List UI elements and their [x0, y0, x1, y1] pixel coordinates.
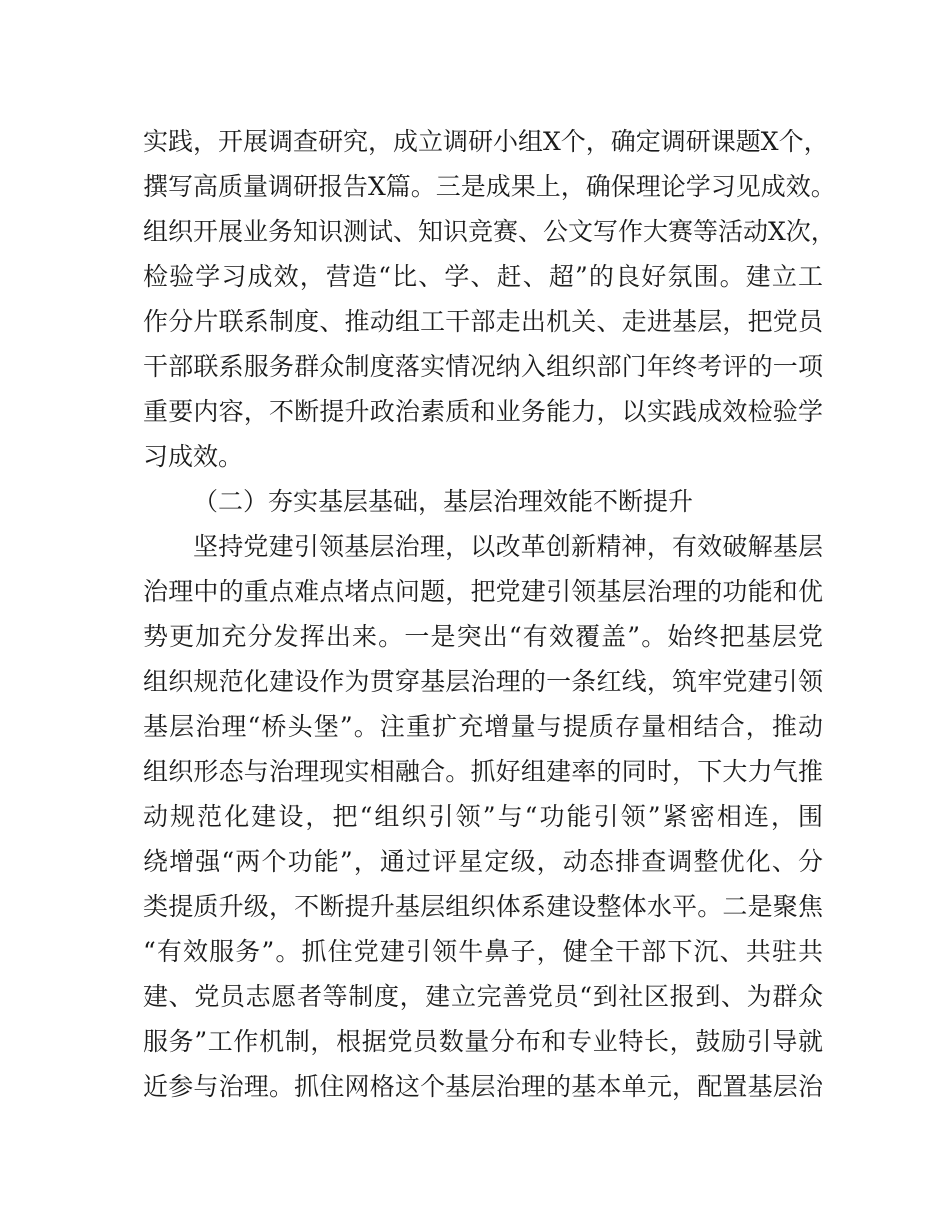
section-heading: （二）夯实基层基础，基层治理效能不断提升 — [193, 487, 694, 516]
paragraph-1-line-7: 重要内容，不断提升政治素质和业务能力，以实践成效检验学 — [143, 397, 823, 426]
paragraph-2-line-11: 建、党员志愿者等制度，建立完善党员“到社区报到、为群众 — [143, 982, 823, 1011]
paragraph-1-line-6: 干部联系服务群众制度落实情况纳入组织部门年终考评的一项 — [143, 352, 823, 381]
paragraph-1-line-8: 习成效。 — [143, 442, 244, 471]
paragraph-2-line-9: 类提质升级，不断提升基层组织体系建设整体水平。二是聚焦 — [143, 892, 823, 921]
paragraph-2-line-5: 基层治理“桥头堡”。注重扩充增量与提质存量相结合，推动 — [143, 712, 823, 741]
paragraph-2-line-3: 势更加充分发挥出来。一是突出“有效覆盖”。始终把基层党 — [143, 622, 823, 651]
paragraph-1-line-1: 实践，开展调查研究，成立调研小组X个，确定调研课题X个， — [143, 127, 829, 156]
paragraph-2-line-1: 坚持党建引领基层治理，以改革创新精神，有效破解基层 — [193, 532, 823, 561]
paragraph-2-line-12: 服务”工作机制，根据党员数量分布和专业特长，鼓励引导就 — [143, 1027, 823, 1056]
paragraph-1-line-5: 作分片联系制度、推动组工干部走出机关、走进基层，把党员 — [143, 307, 823, 336]
paragraph-2-line-10: “有效服务”。抓住党建引领牛鼻子，健全干部下沉、共驻共 — [143, 937, 823, 966]
paragraph-2-line-13: 近参与治理。抓住网格这个基层治理的基本单元，配置基层治 — [143, 1072, 823, 1101]
paragraph-1-line-3: 组织开展业务知识测试、知识竞赛、公文写作大赛等活动X次， — [143, 217, 836, 246]
paragraph-2-line-7: 动规范化建设，把“组织引领”与“功能引领”紧密相连，围 — [143, 802, 823, 831]
paragraph-2-line-4: 组织规范化建设作为贯穿基层治理的一条红线，筑牢党建引领 — [143, 667, 823, 696]
paragraph-2-line-8: 绕增强“两个功能”，通过评星定级，动态排查调整优化、分 — [143, 847, 823, 876]
paragraph-1-line-4: 检验学习成效，营造“比、学、赶、超”的良好氛围。建立工 — [143, 262, 823, 291]
paragraph-2-line-2: 治理中的重点难点堵点问题，把党建引领基层治理的功能和优 — [143, 577, 823, 606]
paragraph-1-line-2: 撰写高质量调研报告X篇。三是成果上，确保理论学习见成效。 — [143, 172, 836, 201]
paragraph-2-line-6: 组织形态与治理现实相融合。抓好组建率的同时，下大力气推 — [143, 757, 823, 786]
